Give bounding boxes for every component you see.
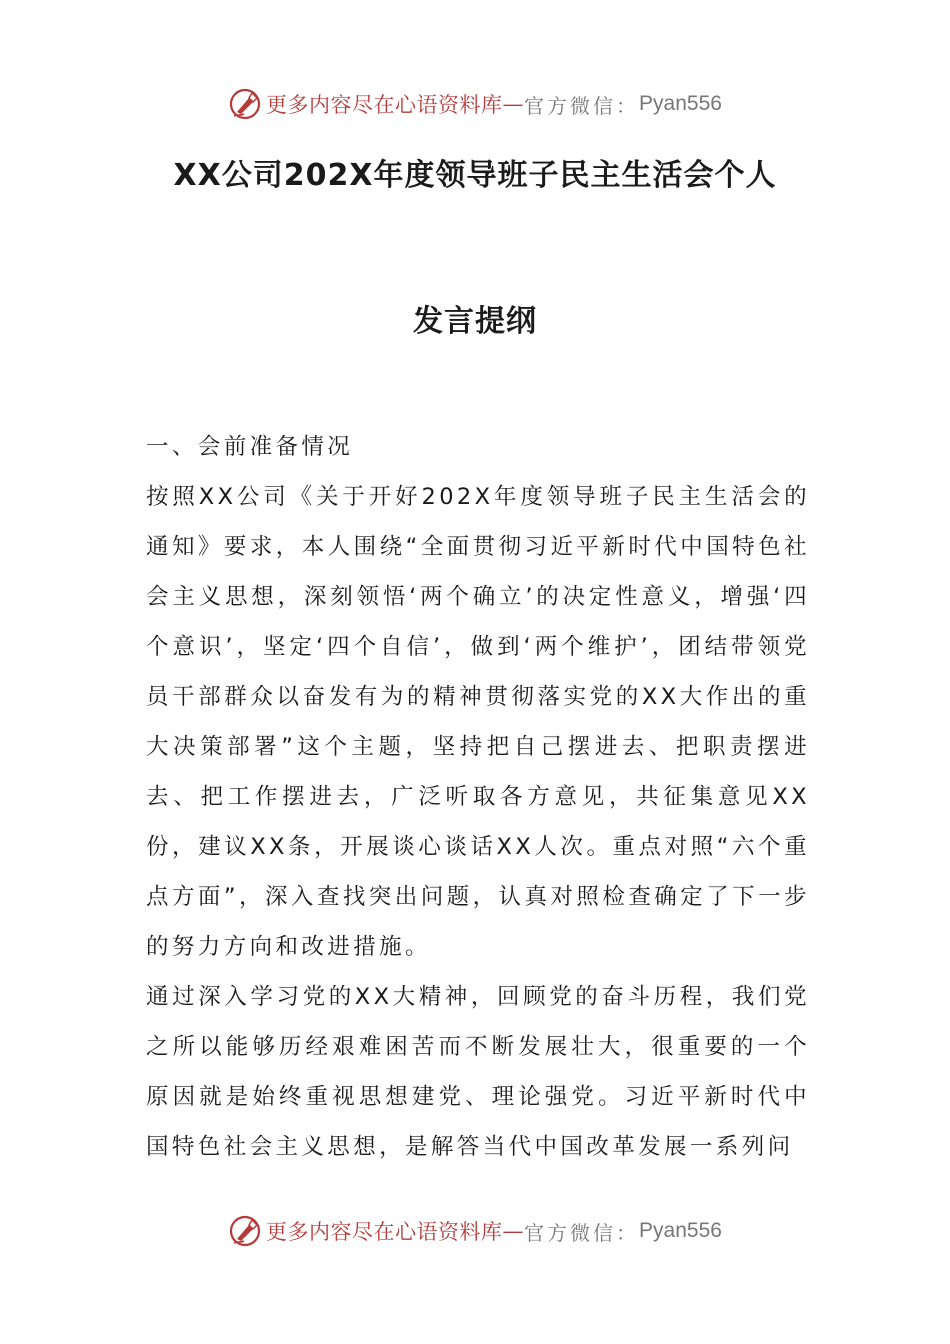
watermark-dash: — [502,1219,525,1243]
document-title-line2: 发言提纲 [413,304,537,339]
section-heading: 一、会前准备情况 [146,434,354,460]
watermark-wechat-id: Pyan556 [639,92,722,115]
document-title-line1: XX公司202X年度领导班子民主生活会个人 [173,158,777,193]
watermark-dash: — [502,92,525,116]
body-paragraph: 通过深入学习党的XX大精神，回顾党的奋斗历程，我们党之所以能够历经艰难困苦而不断发展壮大，很重要的一个原因就是始终重视思想建党、理论强党。习近平新时代中国特色社会主义思想，是解答当代中国改革发展一系列问 [146,984,810,1160]
pen-logo-icon [228,1214,262,1248]
watermark-wechat-label: 官方微信： [524,93,640,118]
watermark-wechat-label: 官方微信： [524,1220,640,1245]
pen-logo-icon [228,87,262,121]
document-body [146,422,810,1172]
watermark-footer [0,1211,950,1251]
watermark-header [0,84,950,124]
watermark-text: 更多内容尽在心语资料库 [266,1220,503,1244]
body-paragraph: 按照XX公司《关于开好202X年度领导班子民主生活会的通知》要求，本人围绕“全面贯彻习近平新时代中国特色社会主义思想，深刻领悟‘两个确立’的决定性意义，增强‘四个意识’，坚定‘四个自信’，做到‘两个维护’，团结带领党员干部群众以奋发有为的精神贯彻落实党的XX大作出的重大决策部署”这个主题，坚持把自己摆进去、把职责摆进去、把工作摆进去，广泛听取各方意见，共征集意见XX份，建议XX条，开展谈心谈话XX人次。重点对照“六个重点方面”，深入查找突出问题，认真对照检查确定了下一步的努力方向和改进措施。 [146,484,810,960]
watermark-text: 更多内容尽在心语资料库 [266,93,503,117]
watermark-wechat-id: Pyan556 [639,1219,722,1242]
